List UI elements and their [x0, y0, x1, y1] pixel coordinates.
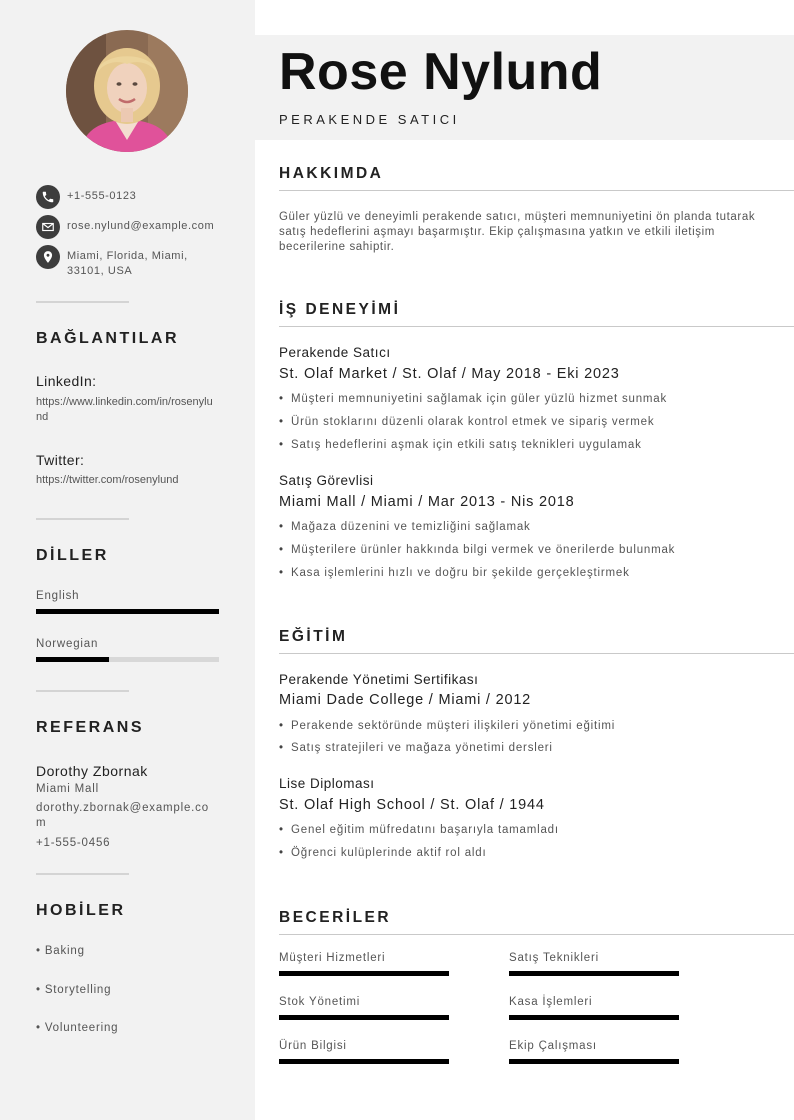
job-bullet: • Mağaza düzenini ve temizliğini sağlamak [279, 521, 531, 533]
education-degree: Perakende Yönetimi Sertifikası [279, 672, 479, 687]
bullet-text: Satış stratejileri ve mağaza yönetimi dersleri [291, 742, 553, 754]
skill-name: Ekip Çalışması [509, 1040, 597, 1052]
skill-name: Müşteri Hizmetleri [279, 952, 386, 964]
education-org: St. Olaf High School / St. Olaf / 1944 [279, 797, 545, 813]
sidebar-divider [36, 301, 129, 303]
links-heading: BAĞLANTILAR [36, 330, 180, 347]
skill-name: Kasa İşlemleri [509, 996, 593, 1008]
linkedin-label: LinkedIn: [36, 373, 97, 389]
job-role: Satış Görevlisi [279, 473, 374, 488]
location-icon [36, 245, 60, 269]
section-rule [279, 934, 794, 935]
section-rule [279, 653, 794, 654]
twitter-label: Twitter: [36, 452, 85, 468]
phone-text: +1-555-0123 [67, 190, 137, 202]
contact-phone [36, 185, 217, 209]
skill-name: Stok Yönetimi [279, 996, 361, 1008]
hobby-item: • Baking [36, 945, 85, 957]
address-text: Miami, Florida, Miami, 33101, USA [67, 250, 188, 277]
references-heading: REFERANS [36, 719, 145, 736]
bullet-text: Genel eğitim müfredatını başarıyla tamamladı [291, 824, 559, 836]
bullet-text: Öğrenci kulüplerinde aktif rol aldı [291, 847, 487, 859]
about-text: Güler yüzlü ve deneyimli perakende satıcı, müşteri memnuniyetini ön planda tutarak satış hedeflerini aşmayı başarmıştır. Ekip çalışmasına yatkın ve etkili iletişim becerilerine sahiptir. [279, 211, 756, 253]
skill-bar [509, 971, 679, 976]
experience-heading: İŞ DENEYİMİ [279, 301, 401, 318]
job-bullet: • Satış hedeflerini aşmak için etkili satış teknikleri uygulamak [279, 439, 642, 451]
bullet-text: Perakende sektöründe müşteri ilişkileri yönetimi eğitimi [291, 720, 616, 732]
skill-bar [279, 971, 449, 976]
job-bullet: • Müşteri memnuniyetini sağlamak için güler yüzlü hizmet sunmak [279, 393, 668, 405]
linkedin-url[interactable]: https://www.linkedin.com/in/rosenylund [36, 396, 213, 423]
language-name-norwegian: Norwegian [36, 638, 99, 650]
about-heading: HAKKIMDA [279, 165, 384, 182]
hobbies-heading: HOBİLER [36, 902, 126, 919]
contact-address [36, 245, 217, 279]
language-bar-norwegian [36, 657, 219, 662]
phone-icon [36, 185, 60, 209]
reference-phone: +1-555-0456 [36, 837, 111, 849]
reference-company: Miami Mall [36, 783, 99, 795]
profile-photo [66, 30, 188, 152]
languages-heading: DİLLER [36, 547, 109, 564]
education-bullet: • Perakende sektöründe müşteri ilişkileri yönetimi eğitimi [279, 720, 616, 732]
skill-bar [279, 1015, 449, 1020]
language-name-english: English [36, 590, 80, 602]
bullet-text: Ürün stoklarını düzenli olarak kontrol etmek ve sipariş vermek [291, 416, 655, 428]
education-bullet: • Satış stratejileri ve mağaza yönetimi dersleri [279, 742, 553, 754]
bullet-text: Satış hedeflerini aşmak için etkili satış teknikleri uygulamak [291, 439, 642, 451]
job-bullet: • Müşterilere ürünler hakkında bilgi vermek ve önerilerde bulunmak [279, 544, 676, 556]
language-bar-english [36, 609, 219, 614]
job-bullet: • Kasa işlemlerini hızlı ve doğru bir şekilde gerçekleştirmek [279, 567, 630, 579]
language-level-fill [36, 609, 219, 614]
reference-name: Dorothy Zbornak [36, 763, 148, 779]
twitter-url[interactable]: https://twitter.com/rosenylund [36, 474, 179, 486]
job-role: Perakende Satıcı [279, 345, 391, 360]
hobby-label: Volunteering [44, 1022, 119, 1034]
hobby-label: Storytelling [44, 984, 112, 996]
skills-heading: BECERİLER [279, 909, 392, 926]
section-rule [279, 190, 794, 191]
bullet-text: Müşterilere ürünler hakkında bilgi vermek ve önerilerde bulunmak [291, 544, 676, 556]
skill-name: Ürün Bilgisi [279, 1040, 347, 1052]
job-bullet: • Ürün stoklarını düzenli olarak kontrol etmek ve sipariş vermek [279, 416, 655, 428]
education-bullet: • Öğrenci kulüplerinde aktif rol aldı [279, 847, 487, 859]
skill-bar [279, 1059, 449, 1064]
sidebar-divider [36, 690, 129, 692]
email-text[interactable]: rose.nylund@example.com [67, 220, 215, 232]
hobby-item: • Storytelling [36, 984, 112, 996]
job-org: Miami Mall / Miami / Mar 2013 - Nis 2018 [279, 494, 575, 510]
job-title: PERAKENDE SATICI [279, 112, 460, 127]
education-heading: EĞİTİM [279, 628, 348, 645]
sidebar-divider [36, 873, 129, 875]
email-icon [36, 215, 60, 239]
section-rule [279, 326, 794, 327]
education-degree: Lise Diploması [279, 776, 375, 791]
person-name: Rose Nylund [279, 43, 603, 101]
hobby-label: Baking [44, 945, 85, 957]
education-org: Miami Dade College / Miami / 2012 [279, 692, 532, 708]
language-level-fill [36, 657, 109, 662]
skill-bar [509, 1059, 679, 1064]
reference-email[interactable]: dorothy.zbornak@example.com [36, 802, 209, 829]
contact-email [36, 215, 217, 239]
education-bullet: • Genel eğitim müfredatını başarıyla tamamladı [279, 824, 559, 836]
bullet-text: Mağaza düzenini ve temizliğini sağlamak [291, 521, 531, 533]
hobby-item: • Volunteering [36, 1022, 119, 1034]
sidebar-divider [36, 518, 129, 520]
job-org: St. Olaf Market / St. Olaf / May 2018 - Eki 2023 [279, 366, 620, 382]
skill-bar [509, 1015, 679, 1020]
bullet-text: Kasa işlemlerini hızlı ve doğru bir şekilde gerçekleştirmek [291, 567, 630, 579]
bullet-text: Müşteri memnuniyetini sağlamak için güler yüzlü hizmet sunmak [291, 393, 668, 405]
skill-name: Satış Teknikleri [509, 952, 599, 964]
